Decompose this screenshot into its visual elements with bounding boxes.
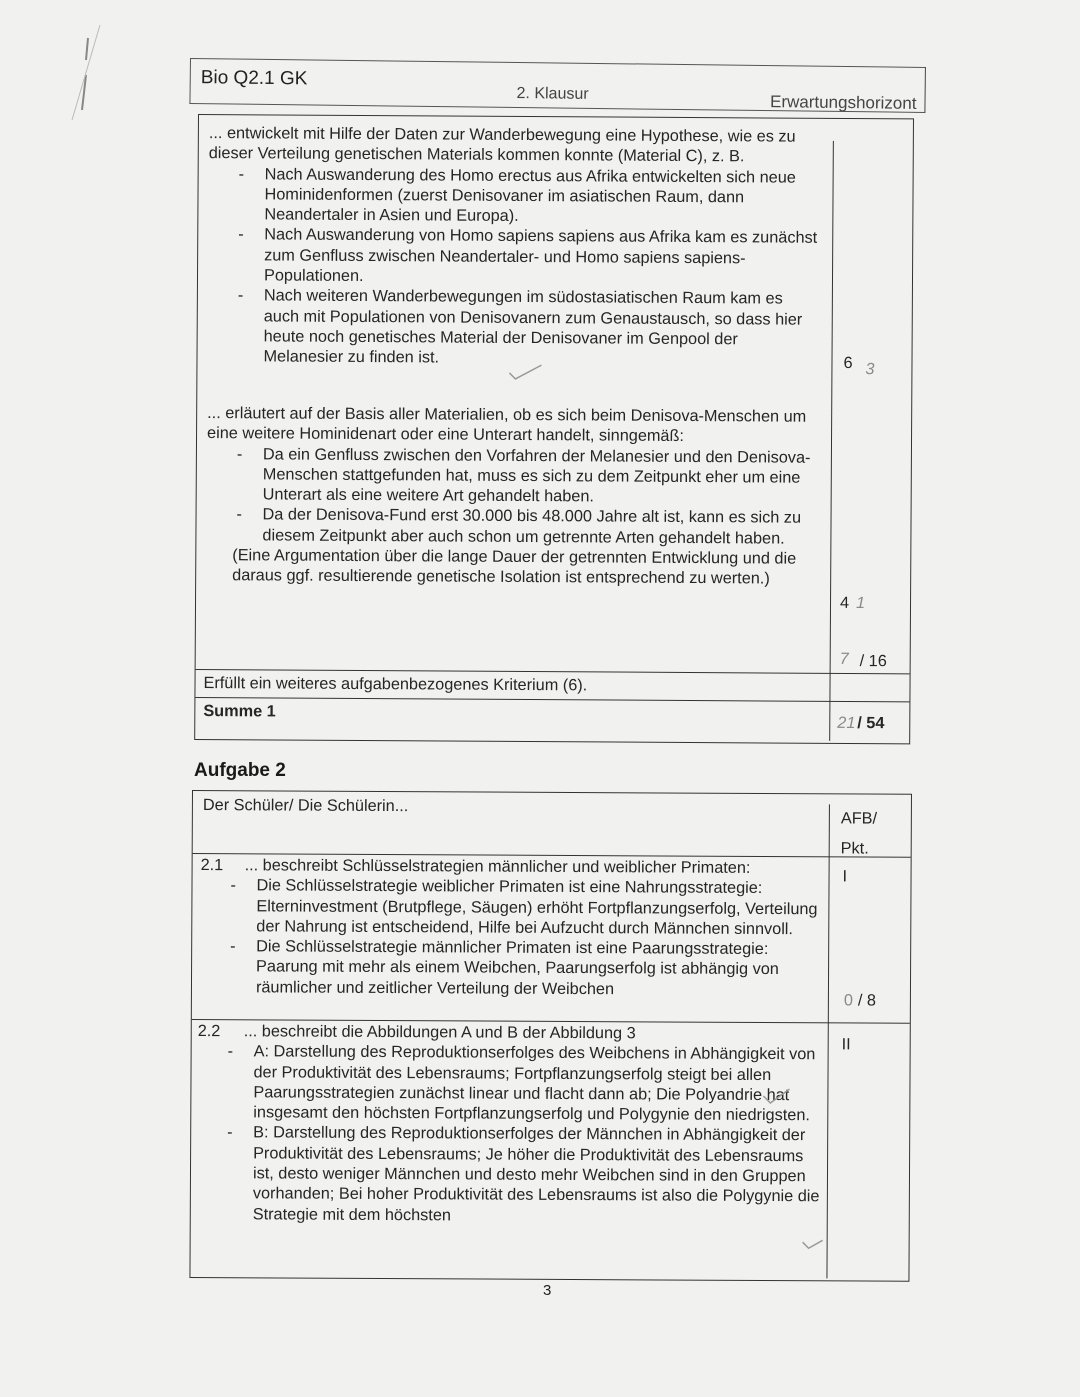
sum-label: Summe 1 [203, 702, 276, 721]
list-item: - A: Darstellung des Reproduktionserfolges des Weibchens in Abhängigkeit von der Produktivität des Lebensraums; Fortpflanzungserfolg steigt bei allen Paarungsstrategien zunächst linear und flacht dann ab; Die Polyandrie hat insgesamt den höchsten Fortpflanzungserfolg und Polygynie den niedrigsten. [227, 1042, 816, 1125]
evaluation-note: (Eine Argumentation über die lange Dauer der getrennten Entwicklung und die daraus ggf. resultierende genetische Isolation ist entsprechend zu werten.) [232, 546, 797, 588]
list-item: - Die Schlüsselstrategie männlicher Primaten ist eine Paarungsstrategie: Paarung mit mehr als einem Weibchen, Paarungserfolg ist abhängig von räumlicher und zeitlicher Verteilung der Weibchen [230, 937, 779, 998]
list-item: - Da der Denisova-Fund erst 30.000 bis 48.000 Jahre alt ist, kann es sich zu diesem Zeitpunkt aber auch schon um getrennte Arten gehandelt haben. [236, 505, 802, 548]
afb-level: I [842, 867, 848, 886]
table-header-points: Pkt. [840, 839, 869, 858]
check-mark-icon [761, 1086, 791, 1106]
task-intro: ... beschreibt die Abbildungen A und B der Abbildung 3 [243, 1022, 636, 1043]
list-item: - Die Schlüsselstrategie weiblicher Primaten ist eine Nahrungsstrategie: Elterninvestment (Brutpflege, Säugen) erhöht Fortpflanzungserfolg, Verteilung der Nahrung ist entscheidend, Hilfe bei Aufzucht durch Männchen sinnvoll. [230, 876, 818, 939]
table-header-student: Der Schüler/ Die Schülerin... [202, 796, 409, 816]
points-value: 4 [839, 593, 850, 612]
handwritten-subtotal: 7 [839, 649, 849, 668]
task-number: 2.1 [200, 856, 224, 875]
task-intro: ... beschreibt Schlüsselstrategien männlicher und weiblicher Primaten: [244, 856, 751, 877]
document-header [189, 58, 926, 113]
exam-label: 2. Klausur [516, 84, 589, 103]
list-item: - Da ein Genfluss zwischen den Vorfahren der Melanesier und den Denisova-Menschen stattgefunden hat, muss es sich zu dem Zeitpunkt eher um eine Unterart als eine weitere Art gehandelt haben. [236, 444, 811, 506]
check-mark-icon [801, 1236, 825, 1250]
table-aufgabe-1 [194, 114, 914, 744]
criterion-block-hypothesis [207, 123, 820, 370]
page-number: 3 [543, 1282, 552, 1299]
points-value: 6 [843, 353, 853, 373]
horizon-label: Erwartungshorizont [769, 92, 917, 113]
extra-criterion-text: Erfüllt ein weiteres aufgabenbezogenes Kriterium (6). [203, 674, 588, 695]
task-number: 2.2 [197, 1022, 221, 1041]
criterion-block-species [206, 403, 819, 589]
section-title: Aufgabe 2 [194, 760, 286, 781]
subtotal-label: / 16 [859, 652, 887, 671]
table-header-afb: AFB/ [840, 809, 878, 828]
list-item: - Nach weiteren Wanderbewegungen im südostasiatischen Raum kam es auch mit Populationen von Denisovanern zum Genaustausch, so dass hier heute noch genetisches Material der Denisovaner im Genpool der Melanesier zu finden ist. [237, 286, 803, 367]
course-label: Bio Q2.1 GK [200, 67, 308, 90]
handwritten-sum: 21 [837, 713, 856, 733]
handwritten-score: 1 [855, 594, 866, 613]
criterion-intro: ... entwickelt mit Hilfe der Daten zur Wanderbewegung eine Hypothese, wie es zu dieser Verteilung genetischen Materials kommen konnte (Material C), z. B. [208, 124, 796, 166]
criterion-intro: ... erläutert auf der Basis aller Materialien, ob es sich beim Denisova-Menschen um eine weitere Hominidenart oder eine Unterart handelt, sinngemäß: [206, 404, 807, 446]
handwritten-score: 3 [865, 360, 875, 379]
paper-edge-mark [60, 20, 120, 130]
list-item: - Nach Auswanderung des Homo erectus aus Afrika entwickelten sich neue Hominidenformen (zuerst Denisovaner im asiatischen Raum, dann Neandertaler in Asien und Europa). [238, 164, 796, 226]
check-mark-icon [507, 361, 543, 383]
list-item: - Nach Auswanderung von Homo sapiens sapiens aus Afrika kam es zunächst zum Genfluss zwischen Neandertaler- und Homo sapiens sapiens-Populationen. [238, 225, 818, 286]
sum-total: / 54 [857, 714, 885, 733]
points-total: / 8 [857, 991, 877, 1010]
task-row-2-2 [197, 1021, 822, 1227]
afb-level: II [841, 1035, 851, 1054]
table-aufgabe-2 [189, 790, 912, 1282]
handwritten-score: 0 [843, 991, 854, 1010]
list-item: - B: Darstellung des Reproduktionserfolges der Männchen in Abhängigkeit der Produktivität des Lebensraums; Je höher die Produktivität des Lebensraums ist, desto weniger Männchen und desto mehr Weibchen sind in den Gruppen vorhanden; Bei hoher Produktivität des Lebensraums ist also die Polygynie die Strategie mit dem höchsten [227, 1123, 820, 1225]
task-row-2-1 [200, 855, 823, 1000]
